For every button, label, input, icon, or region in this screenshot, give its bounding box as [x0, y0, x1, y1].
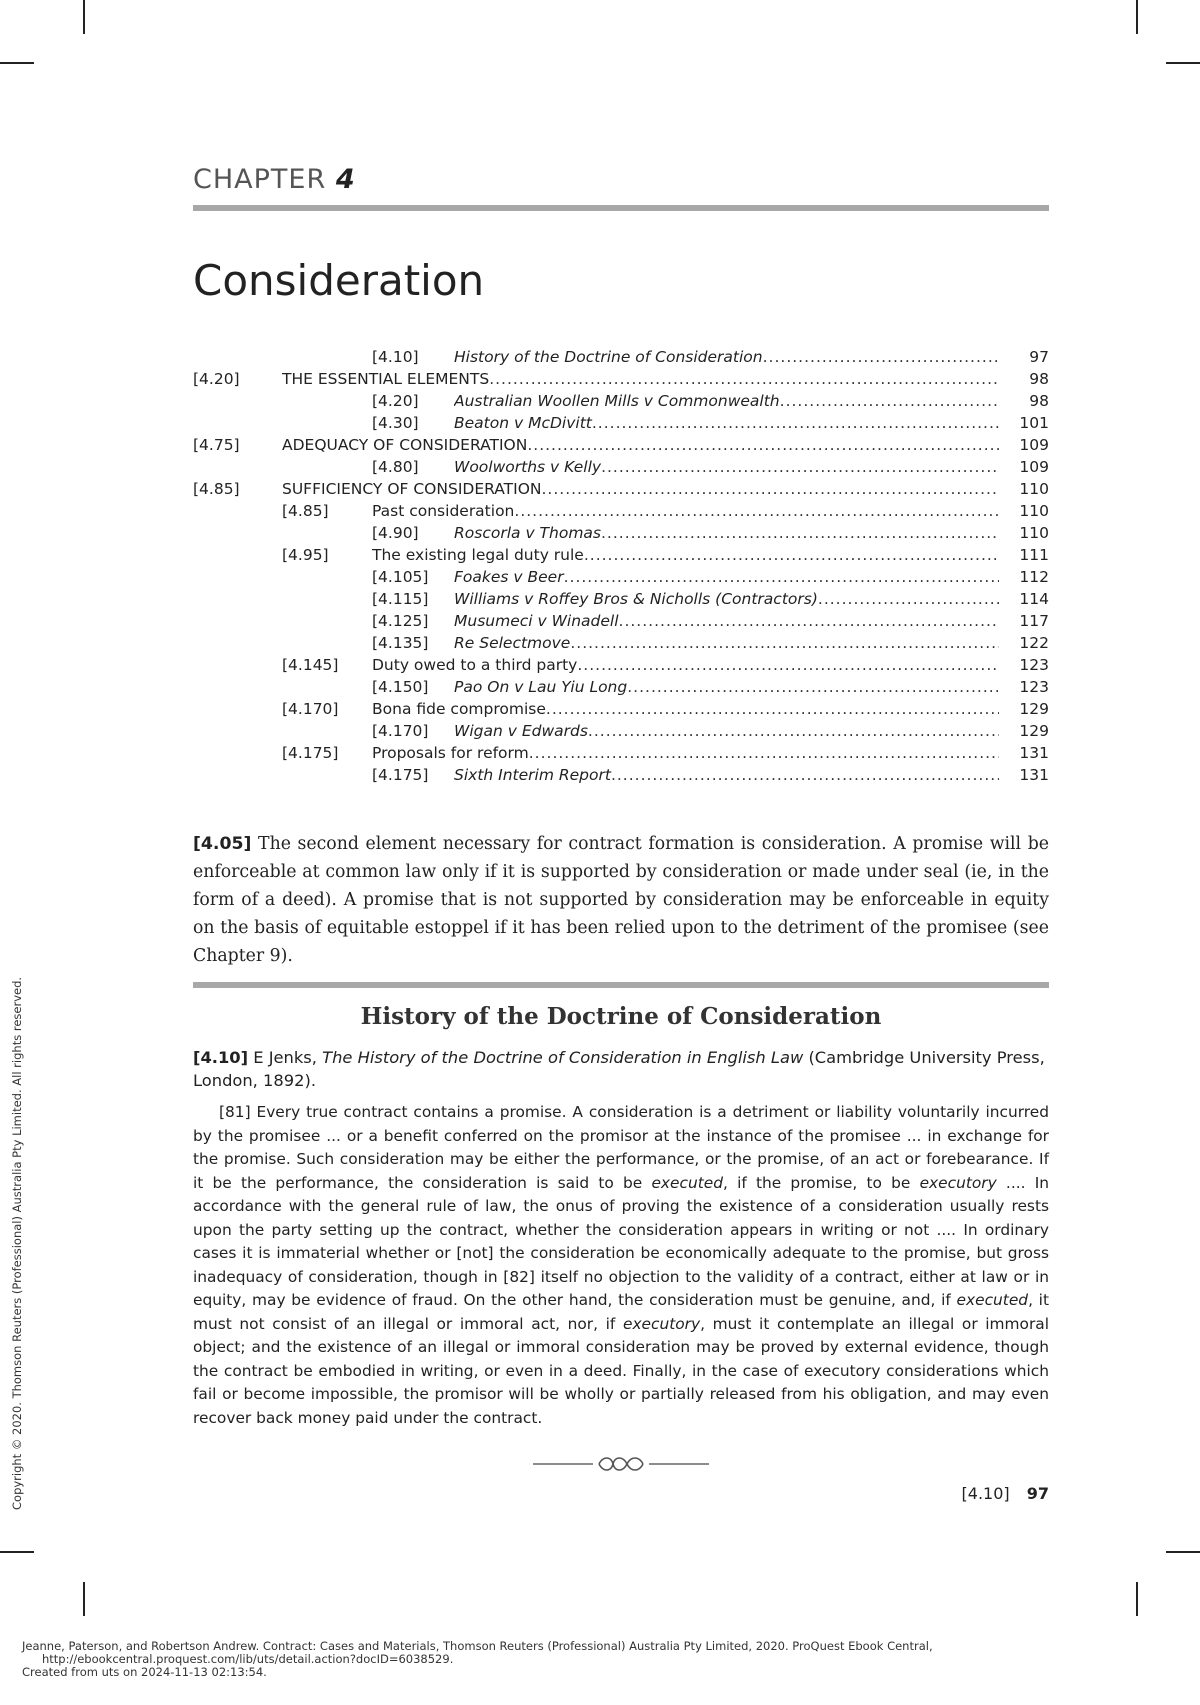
toc-entry-page: 112	[1019, 568, 1049, 586]
toc-entry-number: [4.135]	[372, 634, 429, 652]
extract-emphasis: executory	[622, 1314, 701, 1333]
toc-leader-dots	[542, 478, 1000, 500]
folio-reference: [4.10]	[961, 1484, 1010, 1503]
toc-entry-number: [4.85]	[282, 502, 329, 520]
toc-entry-number: [4.145]	[282, 656, 339, 674]
toc-entry-title-wrap	[372, 500, 999, 522]
toc-leader-dots	[611, 764, 999, 786]
toc-leader-dots	[601, 522, 999, 544]
footer-created: Created from uts on 2024-11-13 02:13:54.	[22, 1665, 267, 1679]
toc-entry-title-wrap	[454, 522, 999, 544]
page-number: 97	[1026, 1484, 1049, 1503]
toc-entry-title: The existing legal duty rule	[372, 546, 584, 564]
extract-emphasis: executed	[651, 1173, 723, 1192]
toc-entry-page: 123	[1019, 678, 1049, 696]
toc-entry-page: 129	[1019, 722, 1049, 740]
toc-entry-title-wrap	[454, 456, 999, 478]
toc-entry-title-wrap	[454, 632, 999, 654]
toc-leader-dots	[780, 390, 999, 412]
chapter-label	[193, 164, 356, 195]
extract-run: , it must not consist of an illegal or immoral act, nor, if	[193, 1291, 1049, 1333]
toc-entry-page: 110	[1019, 480, 1049, 498]
toc-entry[interactable]	[193, 654, 1049, 676]
crop-mark	[1166, 1551, 1200, 1553]
toc-entry[interactable]	[193, 368, 1049, 390]
toc-entry-page: 117	[1019, 612, 1049, 630]
extract-run: , must it contemplate an illegal or immoral object; and the existence of an illegal or immoral consideration may be proved by external evidence, though the contract be embodied in writing, or even in a deed. Finally, in the case of executory considerations which fail or become impossible, the promisor will be wholly or partially released from his obligation, and may even recover back money paid under the contract.	[193, 1314, 1049, 1427]
extract-run: .... In accordance with the general rule of law, the onus of proving the existence of a consideration usually rests upon the party setting up the contract, whether the consideration appears in writing or not .... In ordinary cases it is immaterial whether or [not] the consideration be economically adequate to the promise, but gross inadequacy of consideration, though in [82] itself no objection to the validity of a contract, either at law or in equity, may be evidence of fraud. On the other hand, the consideration must be genuine, and, if	[193, 1173, 1049, 1309]
toc-entry-page: 131	[1019, 766, 1049, 784]
toc-entry-page: 109	[1019, 436, 1049, 454]
toc-entry-page: 111	[1019, 546, 1049, 564]
toc-entry-number: [4.95]	[282, 546, 329, 564]
toc-entry-number: [4.80]	[372, 458, 419, 476]
toc-entry-title: Bona fide compromise	[372, 700, 546, 718]
toc-entry-number: [4.105]	[372, 568, 429, 586]
toc-leader-dots	[627, 676, 999, 698]
toc-entry-page: 114	[1019, 590, 1049, 608]
extract-emphasis: executory	[919, 1173, 997, 1192]
toc-entry[interactable]	[193, 456, 1049, 478]
reference-title: The History of the Doctrine of Consideration in English Law	[322, 1048, 804, 1067]
chapter-rule	[193, 205, 1049, 211]
toc-entry-title-wrap	[454, 412, 999, 434]
toc-entry-title-wrap	[454, 720, 999, 742]
toc-entry-page: 129	[1019, 700, 1049, 718]
chapter-word: CHAPTER	[193, 164, 327, 195]
toc-entry[interactable]	[193, 720, 1049, 742]
toc-entry-page: 131	[1019, 744, 1049, 762]
chapter-title: Consideration	[193, 256, 485, 305]
toc-entry-title: Australian Woollen Mills v Commonwealth	[454, 392, 780, 410]
toc-entry-title: Past consideration	[372, 502, 515, 520]
toc-entry[interactable]	[193, 522, 1049, 544]
toc-entry-title: Musumeci v Winadell	[454, 612, 619, 630]
toc-entry-title-wrap	[454, 566, 999, 588]
toc-entry-page: 109	[1019, 458, 1049, 476]
toc-entry-number: [4.115]	[372, 590, 429, 608]
toc-leader-dots	[588, 720, 999, 742]
toc-entry[interactable]	[193, 632, 1049, 654]
paragraph-4-05	[193, 830, 1049, 970]
toc-leader-dots	[818, 588, 999, 610]
toc-entry-number: [4.20]	[193, 370, 240, 388]
toc-entry-title-wrap	[454, 346, 999, 368]
toc-entry-title: Proposals for reform	[372, 744, 529, 762]
toc-leader-dots	[577, 654, 999, 676]
crop-mark	[83, 0, 85, 34]
toc-entry[interactable]	[193, 588, 1049, 610]
toc-entry[interactable]	[193, 478, 1049, 500]
toc-entry-title-wrap	[454, 764, 999, 786]
crop-mark	[0, 1551, 34, 1553]
toc-entry[interactable]	[193, 610, 1049, 632]
toc-entry-page: 123	[1019, 656, 1049, 674]
toc-entry-title-wrap	[372, 544, 999, 566]
extract-emphasis: executed	[956, 1291, 1029, 1309]
toc-entry-title: Woolworths v Kelly	[454, 458, 602, 476]
toc-entry-title: Re Selectmove	[454, 634, 571, 652]
toc-leader-dots	[489, 368, 999, 390]
toc-entry-title-wrap	[372, 742, 999, 764]
toc-entry-page: 101	[1019, 414, 1049, 432]
toc-entry-number: [4.90]	[372, 524, 419, 542]
toc-entry-title: Wigan v Edwards	[454, 722, 588, 740]
toc-entry-title: ADEQUACY OF CONSIDERATION	[282, 436, 528, 454]
table-of-contents	[193, 346, 1049, 786]
extract-text	[193, 1101, 1049, 1430]
toc-entry-number: [4.175]	[372, 766, 429, 784]
toc-entry[interactable]	[193, 544, 1049, 566]
toc-leader-dots	[527, 434, 999, 456]
reference-author: E Jenks,	[253, 1048, 317, 1067]
toc-entry-page: 97	[1029, 348, 1049, 366]
toc-entry[interactable]	[193, 566, 1049, 588]
toc-leader-dots	[619, 610, 999, 632]
toc-entry-title: Roscorla v Thomas	[454, 524, 601, 542]
toc-entry[interactable]	[193, 346, 1049, 368]
toc-entry-title-wrap	[454, 390, 999, 412]
toc-entry[interactable]	[193, 742, 1049, 764]
toc-entry[interactable]	[193, 390, 1049, 412]
crop-mark	[1136, 0, 1138, 34]
toc-entry-page: 98	[1029, 370, 1049, 388]
toc-entry[interactable]	[193, 676, 1049, 698]
toc-entry-title: THE ESSENTIAL ELEMENTS	[282, 370, 490, 388]
toc-entry-title-wrap	[454, 676, 999, 698]
toc-leader-dots	[592, 412, 999, 434]
crop-mark	[1136, 1582, 1138, 1616]
toc-entry-title: Sixth Interim Report	[454, 766, 611, 784]
extract-run: [81] Every true contract contains a promise. A consideration is a detriment or liability voluntarily incurred by the promisee ... or a benefit conferred on the promisor at the instance of the promisee ... in exchange for the promise. Such consideration may be either the performance, or the promise, of an act or forebearance. If it be the performance, the consideration is said to be	[193, 1103, 1049, 1192]
toc-entry-page: 110	[1019, 502, 1049, 520]
reference-number: [4.10]	[193, 1048, 249, 1067]
toc-entry-title: Duty owed to a third party	[372, 656, 578, 674]
toc-entry-title-wrap	[454, 588, 999, 610]
toc-entry-title-wrap	[282, 434, 999, 456]
toc-entry[interactable]	[193, 434, 1049, 456]
section-heading: History of the Doctrine of Consideration	[360, 1003, 882, 1030]
reference-4-10	[193, 1046, 1049, 1092]
toc-entry-number: [4.10]	[372, 348, 419, 366]
toc-entry-page: 122	[1019, 634, 1049, 652]
crop-mark	[1166, 62, 1200, 64]
toc-entry-title-wrap	[282, 478, 999, 500]
toc-entry-number: [4.175]	[282, 744, 339, 762]
toc-leader-dots	[564, 566, 999, 588]
toc-entry[interactable]	[193, 764, 1049, 786]
ornament-divider	[533, 1453, 709, 1475]
toc-entry-number: [4.170]	[282, 700, 339, 718]
toc-entry-title: History of the Doctrine of Consideration	[454, 348, 763, 366]
footer-line-1: Jeanne, Paterson, and Robertson Andrew. Contract: Cases and Materials, Thomson Reuters (Professional) Australia Pty Limited, 2020. ProQuest Ebook Central,	[22, 1639, 933, 1653]
toc-entry-title-wrap	[372, 654, 999, 676]
section-rule	[193, 982, 1049, 988]
extract-run: , if the promise, to be	[722, 1173, 920, 1192]
toc-leader-dots	[584, 544, 999, 566]
toc-entry-number: [4.30]	[372, 414, 419, 432]
toc-leader-dots	[514, 500, 999, 522]
toc-entry[interactable]	[193, 412, 1049, 434]
toc-entry-title: Williams v Roffey Bros & Nicholls (Contractors)	[454, 590, 818, 608]
footer-url: http://ebookcentral.proquest.com/lib/uts/detail.action?docID=6038529.	[42, 1652, 454, 1666]
chapter-number: 4	[335, 164, 356, 195]
toc-entry-title: Beaton v McDivitt	[454, 414, 592, 432]
side-copyright-notice: Copyright © 2020. Thomson Reuters (Professional) Australia Pty Limited. All rights reserved.	[10, 976, 24, 1510]
toc-leader-dots	[529, 742, 999, 764]
crop-mark	[83, 1582, 85, 1616]
paragraph-text: The second element necessary for contract formation is consideration. A promise will be enforceable at common law only if it is supported by consideration or made under seal (ie, in the form of a deed). A promise that is not supported by consideration may be enforceable in equity on the basis of equitable estoppel if it has been relied upon to the detriment of the promisee (see Chapter 9).	[193, 834, 1049, 966]
toc-entry[interactable]	[193, 500, 1049, 522]
toc-leader-dots	[601, 456, 999, 478]
toc-entry-title-wrap	[372, 698, 999, 720]
toc-entry-title: Pao On v Lau Yiu Long	[454, 678, 628, 696]
toc-entry-title: SUFFICIENCY OF CONSIDERATION	[282, 480, 542, 498]
toc-entry-number: [4.125]	[372, 612, 429, 630]
page-folio	[962, 1484, 1049, 1503]
toc-entry-number: [4.170]	[372, 722, 429, 740]
toc-entry-title-wrap	[282, 368, 999, 390]
toc-entry-number: [4.75]	[193, 436, 240, 454]
toc-entry-number: [4.85]	[193, 480, 240, 498]
footer-citation	[22, 1640, 933, 1679]
paragraph-number: [4.05]	[193, 834, 252, 854]
toc-leader-dots	[763, 346, 999, 368]
toc-entry-page: 98	[1029, 392, 1049, 410]
crop-mark	[0, 62, 34, 64]
toc-leader-dots	[546, 698, 999, 720]
toc-entry-title: Foakes v Beer	[454, 568, 564, 586]
toc-entry-number: [4.20]	[372, 392, 419, 410]
toc-entry-number: [4.150]	[372, 678, 429, 696]
toc-leader-dots	[570, 632, 999, 654]
toc-entry[interactable]	[193, 698, 1049, 720]
reference-publisher: (Cambridge University Press, London, 1892).	[193, 1048, 1045, 1090]
toc-entry-page: 110	[1019, 524, 1049, 542]
toc-entry-title-wrap	[454, 610, 999, 632]
